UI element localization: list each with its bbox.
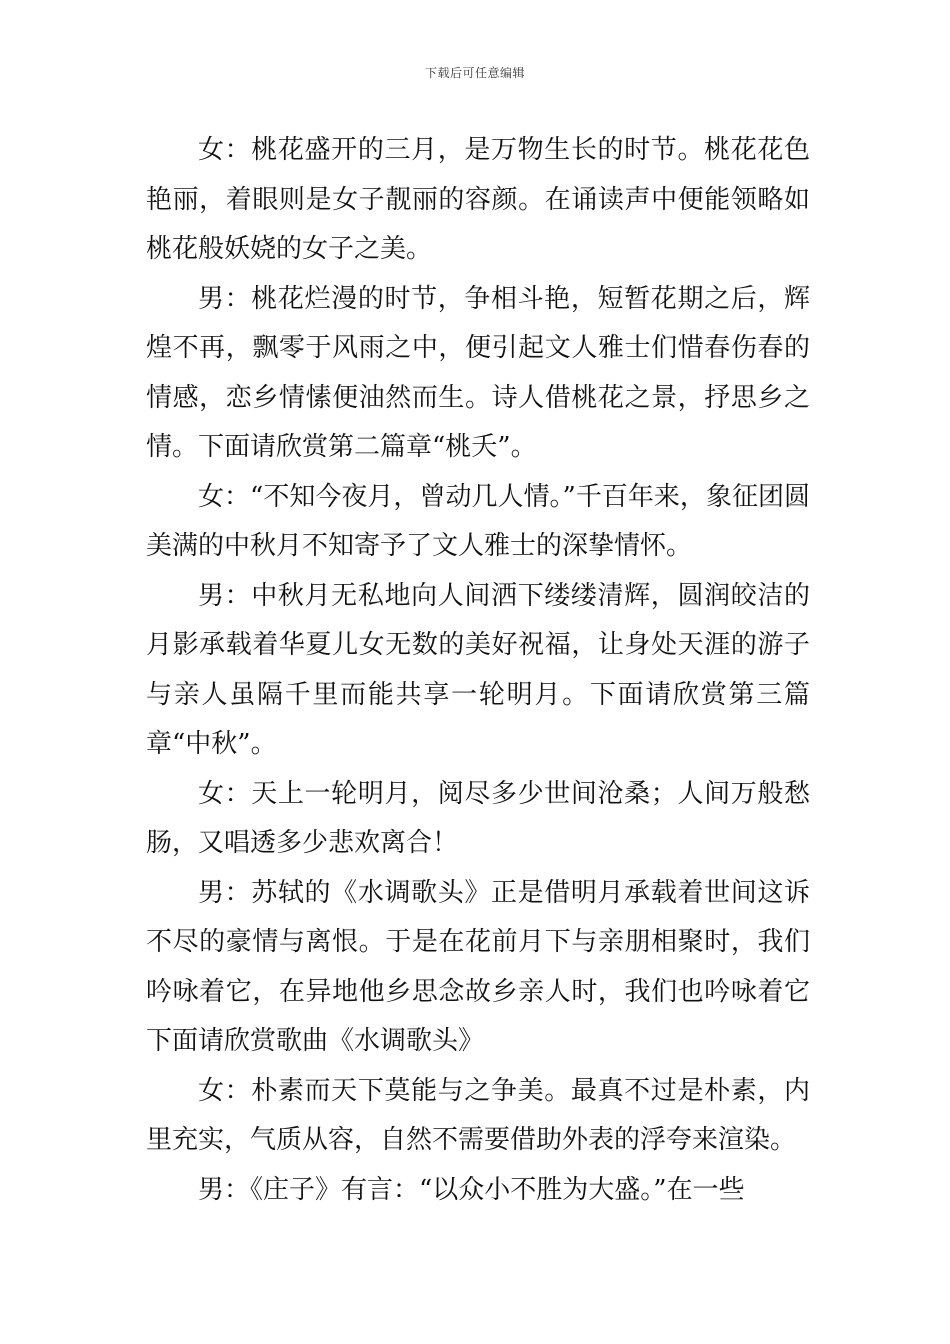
paragraph-1: 女：桃花盛开的三月，是万物生长的时节。桃花花色艳丽，着眼则是女子靓丽的容颜。在诵读声中便能领略如桃花般妖娆的女子之美。 xyxy=(146,135,810,264)
paragraph-3: 女：“不知今夜月，曾动几人情。”千百年来，象征团圆美满的中秋月不知寄予了文人雅士的深挚情怀。 xyxy=(146,481,810,561)
paragraph-7: 女：朴素而天下莫能与之争美。最真不过是朴素，内里充实，气质从容，自然不需要借助外表的浮夸来渲染。 xyxy=(146,1075,810,1155)
paragraph-2: 男：桃花烂漫的时节，争相斗艳，短暂花期之后，辉煌不再，飘零于风雨之中，便引起文人雅士们惜春伤春的情感，恋乡情愫便油然而生。诗人借桃花之景，抒思乡之情。下面请欣赏第二篇章“桃夭”。 xyxy=(146,283,810,462)
paragraph-6: 男：苏轼的《水调歌头》正是借明月承载着世间这诉不尽的豪情与离恨。于是在花前月下与亲朋相聚时，我们吟咏着它，在异地他乡思念故乡亲人时，我们也吟咏着它下面请欣赏歌曲《水调歌头》 xyxy=(146,877,810,1056)
document-body xyxy=(146,126,810,1215)
paragraph-8: 男：《庄子》有言：“以众小不胜为大盛。”在一些 xyxy=(198,1174,745,1205)
page-header: 下载后可任意编辑 xyxy=(424,66,525,80)
paragraph-4: 男：中秋月无私地向人间洒下缕缕清辉，圆润皎洁的月影承载着华夏儿女无数的美好祝福，让身处天涯的游子与亲人虽隔千里而能共享一轮明月。下面请欣赏第三篇章“中秋”。 xyxy=(146,580,810,759)
paragraph-5: 女：天上一轮明月，阅尽多少世间沧桑；人间万般愁肠，又唱透多少悲欢离合！ xyxy=(146,778,810,858)
